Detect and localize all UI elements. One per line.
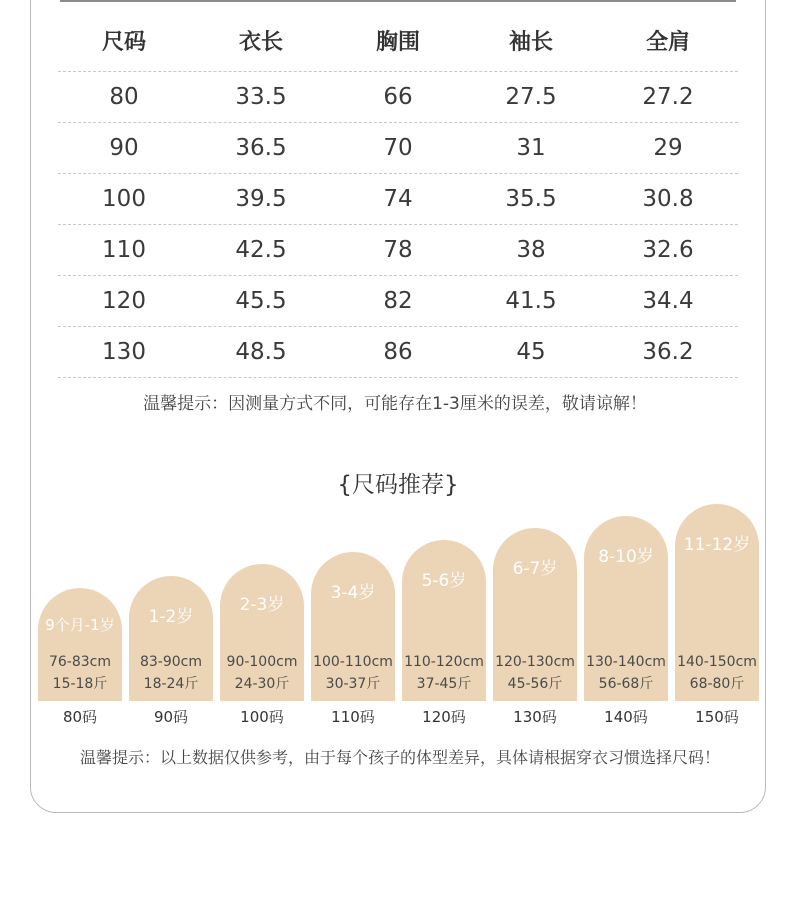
height-label: 140-150cm [677,654,757,670]
table-cell: 29 [653,135,683,161]
weight-label: 68-80斤 [689,676,745,692]
header-sleeve: 袖长 [508,30,553,55]
height-label: 83-90cm [139,654,202,670]
age-label: 1-2岁 [148,607,194,627]
table-cell: 48.5 [235,339,287,365]
table-cell: 45.5 [235,288,287,314]
age-label: 8-10岁 [598,547,654,567]
size-card-80 [38,588,122,701]
weight-label: 24-30斤 [234,676,290,692]
age-label: 11-12岁 [683,535,751,555]
size-table [58,10,738,378]
size-card-120 [402,540,486,701]
table-cell: 70 [383,135,413,161]
table-cell: 27.2 [642,84,694,110]
weight-label: 30-37斤 [325,676,381,692]
height-label: 76-83cm [48,654,111,670]
table-cell: 100 [102,186,146,212]
table-cell: 42.5 [235,237,287,263]
table-cell: 33.5 [235,84,287,110]
height-label: 110-120cm [404,654,484,670]
top-divider [60,0,736,2]
header-chest: 胸围 [375,30,420,55]
size-label-90: 90码 [153,708,189,726]
table-row [58,72,738,123]
size-card-90 [129,576,213,701]
table-cell: 27.5 [505,84,557,110]
size-label-100: 100码 [240,708,284,726]
table-cell: 86 [383,339,413,365]
age-label: 6-7岁 [512,559,558,579]
reference-note: 温馨提示：以上数据仅供参考，由于每个孩子的体型差异，具体请根据穿衣习惯选择尺码！ [79,748,720,767]
weight-label: 56-68斤 [598,676,654,692]
table-cell: 35.5 [505,186,557,212]
age-label: 3-4岁 [330,583,376,603]
table-cell: 34.4 [642,288,694,314]
size-label-120: 120码 [422,708,466,726]
table-row [58,225,738,276]
table-cell: 30.8 [642,186,694,212]
table-cell: 41.5 [505,288,557,314]
table-cell: 74 [383,186,413,212]
height-label: 120-130cm [495,654,575,670]
weight-label: 18-24斤 [143,676,199,692]
size-card-140 [584,516,668,701]
size-card-100 [220,564,304,701]
table-cell: 32.6 [642,237,694,263]
table-header-row [58,10,738,72]
table-cell: 80 [109,84,139,110]
table-cell: 66 [383,84,413,110]
height-label: 90-100cm [226,654,298,670]
header-shoulder: 全肩 [645,30,690,55]
size-card-150 [675,504,759,701]
age-label: 2-3岁 [239,595,285,615]
table-cell: 78 [383,237,413,263]
recommend-title: {尺码推荐} [337,472,459,498]
size-label-80: 80码 [62,708,98,726]
height-label: 130-140cm [586,654,666,670]
table-cell: 36.5 [235,135,287,161]
size-card-130 [493,528,577,701]
header-size: 尺码 [101,30,146,55]
table-row [58,276,738,327]
table-cell: 36.2 [642,339,694,365]
weight-label: 15-18斤 [52,676,108,692]
weight-label: 37-45斤 [416,676,472,692]
table-cell: 120 [102,288,146,314]
age-label: 5-6岁 [421,571,467,591]
table-cell: 45 [516,339,546,365]
table-row [58,123,738,174]
table-cell: 39.5 [235,186,287,212]
size-card-110 [311,552,395,701]
weight-label: 45-56斤 [507,676,563,692]
table-cell: 130 [102,339,146,365]
table-cell: 31 [516,135,546,161]
table-cell: 110 [102,237,146,263]
size-label-140: 140码 [604,708,648,726]
table-cell: 82 [383,288,413,314]
header-length: 衣长 [238,30,283,55]
size-label-130: 130码 [513,708,557,726]
age-label: 9个月-1岁 [45,616,115,634]
table-cell: 90 [109,135,139,161]
height-label: 100-110cm [313,654,393,670]
table-row [58,327,738,378]
size-label-110: 110码 [331,708,375,726]
table-row [58,174,738,225]
size-label-150: 150码 [695,708,739,726]
table-cell: 38 [516,237,546,263]
measurement-note: 温馨提示：因测量方式不同，可能存在1-3厘米的误差，敬请谅解！ [143,394,647,414]
